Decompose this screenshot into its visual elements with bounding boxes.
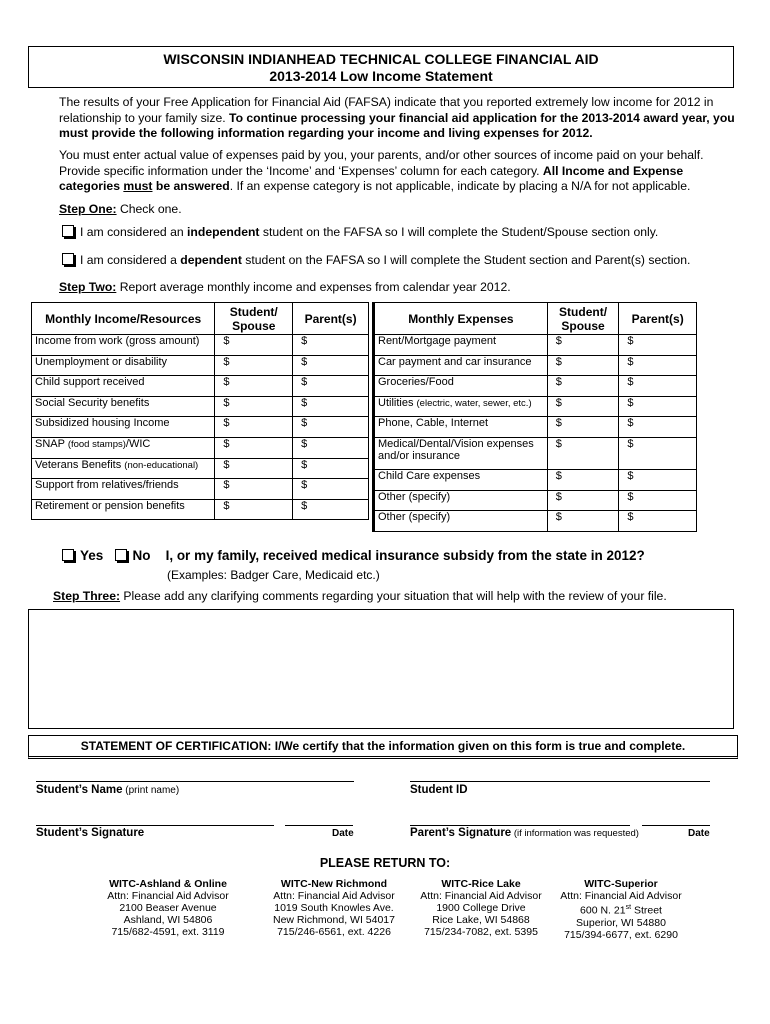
parent-amount-field[interactable]: $ (293, 479, 369, 500)
expense-row (374, 490, 697, 511)
parent-amount-field[interactable]: $ (293, 458, 369, 479)
step-two: Step Two: Report average monthly income and expenses from calendar year 2012. (59, 280, 511, 294)
income-row (32, 376, 369, 397)
income-row-label: Income from work (gross amount) (32, 335, 215, 356)
parent-column-header: Parent(s) (293, 303, 369, 335)
student-name-label: Student’s Name (print name) (36, 784, 180, 796)
office-ashland: WITC-Ashland & Online Attn: Financial Aid Advisor 2100 Beaser Avenue Ashland, WI 54806 715/682-4591, ext. 3119 (107, 878, 229, 938)
form-subtitle: 2013-2014 Low Income Statement (269, 68, 493, 84)
income-row (32, 335, 369, 356)
parent-signature-label: Parent’s Signature (if information was requested) (410, 827, 639, 839)
parent-amount-field[interactable]: $ (293, 396, 369, 417)
student-amount-field[interactable]: $ (215, 437, 293, 458)
parent-amount-field[interactable]: $ (619, 437, 697, 469)
student-amount-field[interactable]: $ (547, 469, 619, 490)
parent-amount-field[interactable]: $ (619, 335, 697, 356)
income-row (32, 396, 369, 417)
student-amount-field[interactable]: $ (215, 376, 293, 397)
independent-option[interactable]: I am considered an independent student on the FAFSA so I will complete the Student/Spouse section only. (62, 225, 658, 239)
parent-date-line[interactable] (642, 825, 710, 826)
expense-row-label: Utilities (electric, water, sewer, etc.) (374, 396, 548, 417)
expense-row (374, 396, 697, 417)
student-amount-field[interactable]: $ (215, 479, 293, 500)
expense-row (374, 335, 697, 356)
return-heading: PLEASE RETURN TO: (319, 856, 451, 870)
student-amount-field[interactable]: $ (547, 396, 619, 417)
expense-row (374, 511, 697, 532)
parent-amount-field[interactable]: $ (619, 376, 697, 397)
parent-amount-field[interactable]: $ (293, 376, 369, 397)
expense-row-label: Phone, Cable, Internet (374, 417, 548, 438)
income-row-label: Social Security benefits (32, 396, 215, 417)
parent-amount-field[interactable]: $ (619, 469, 697, 490)
expense-row-label: Car payment and car insurance (374, 355, 548, 376)
income-row-label: Unemployment or disability (32, 355, 215, 376)
step-one: Step One: Check one. (59, 202, 182, 216)
student-amount-field[interactable]: $ (215, 499, 293, 520)
yes-checkbox[interactable] (62, 549, 74, 561)
student-column-header: Student/ Spouse (547, 303, 619, 335)
insurance-question: Yes No I, or my family, received medical insurance subsidy from the state in 2012? (62, 548, 645, 563)
insurance-examples: (Examples: Badger Care, Medicaid etc.) (167, 568, 380, 582)
income-row (32, 437, 369, 458)
income-row-label: Veterans Benefits (non-educational) (32, 458, 215, 479)
parent-amount-field[interactable]: $ (619, 417, 697, 438)
parent-amount-field[interactable]: $ (293, 437, 369, 458)
income-row-label: Subsidized housing Income (32, 417, 215, 438)
expenses-column-header: Monthly Expenses (374, 303, 548, 335)
student-amount-field[interactable]: $ (547, 490, 619, 511)
income-row (32, 417, 369, 438)
student-amount-field[interactable]: $ (547, 355, 619, 376)
student-amount-field[interactable]: $ (547, 417, 619, 438)
student-id-line[interactable] (410, 781, 710, 782)
parent-amount-field[interactable]: $ (619, 490, 697, 511)
title-box (28, 46, 734, 88)
expense-row-label: Other (specify) (374, 490, 548, 511)
student-date-line[interactable] (285, 825, 353, 826)
no-checkbox[interactable] (115, 549, 127, 561)
student-amount-field[interactable]: $ (215, 458, 293, 479)
office-new-richmond: WITC-New Richmond Attn: Financial Aid Advisor 1019 South Knowles Ave. New Richmond, WI 54017 715/246-6561, ext. 4226 (273, 878, 395, 938)
intro-paragraph-2: You must enter actual value of expenses paid by you, your parents, and/or other sources of income paid on your behalf. Provide specific information under the ‘Income’ and ‘Expenses’ column for each category. All Income and Expense categories must be answered. If an expense category is not applicable, indicate by placing a N/A for not applicable. (59, 148, 704, 193)
parent-amount-field[interactable]: $ (619, 355, 697, 376)
parent-signature-line[interactable] (410, 825, 630, 826)
office-superior: WITC-Superior Attn: Financial Aid Advisor 600 N. 21st Street Superior, WI 54880 715/394-6677, ext. 6290 (560, 878, 682, 941)
student-column-header: Student/ Spouse (215, 303, 293, 335)
expense-row-label: Groceries/Food (374, 376, 548, 397)
income-row (32, 479, 369, 500)
income-row-label: Child support received (32, 376, 215, 397)
income-row-label: Support from relatives/friends (32, 479, 215, 500)
parent-amount-field[interactable]: $ (619, 511, 697, 532)
income-row (32, 355, 369, 376)
income-table (31, 302, 369, 520)
expense-row (374, 437, 697, 469)
student-amount-field[interactable]: $ (215, 417, 293, 438)
parent-date-label: Date (688, 828, 710, 839)
office-rice-lake: WITC-Rice Lake Attn: Financial Aid Advisor 1900 College Drive Rice Lake, WI 54868 715/234-7082, ext. 5395 (420, 878, 542, 938)
student-amount-field[interactable]: $ (547, 437, 619, 469)
intro-paragraph-1: The results of your Free Application for Financial Aid (FAFSA) indicate that you reported extremely low income for 2012 in relationship to your family size. To continue processing your financial aid application for the 2013-2014 award year, you must provide the following information regarding your income and living expenses for 2012. (59, 95, 735, 140)
income-row-label: SNAP (food stamps)/WIC (32, 437, 215, 458)
parent-amount-field[interactable]: $ (293, 499, 369, 520)
student-signature-line[interactable] (36, 825, 274, 826)
student-amount-field[interactable]: $ (215, 396, 293, 417)
expense-row (374, 469, 697, 490)
student-date-label: Date (332, 828, 354, 839)
expense-row (374, 376, 697, 397)
student-amount-field[interactable]: $ (547, 376, 619, 397)
certification-statement: STATEMENT OF CERTIFICATION: I/We certify that the information given on this form is true and complete. (28, 735, 738, 759)
expense-row (374, 355, 697, 376)
student-signature-label: Student’s Signature (36, 827, 145, 839)
parent-amount-field[interactable]: $ (293, 335, 369, 356)
parent-amount-field[interactable]: $ (293, 417, 369, 438)
form-title: WISCONSIN INDIANHEAD TECHNICAL COLLEGE FINANCIAL AID (163, 51, 599, 67)
expense-row-label: Child Care expenses (374, 469, 548, 490)
dependent-option[interactable]: I am considered a dependent student on the FAFSA so I will complete the Student section and Parent(s) section. (62, 253, 690, 267)
student-name-line[interactable] (36, 781, 354, 782)
expense-table (372, 302, 697, 532)
independent-checkbox[interactable] (62, 225, 74, 237)
expense-row-label: Other (specify) (374, 511, 548, 532)
student-id-label: Student ID (410, 784, 468, 796)
parent-column-header: Parent(s) (619, 303, 697, 335)
income-row (32, 458, 369, 479)
dependent-checkbox[interactable] (62, 253, 74, 265)
parent-amount-field[interactable]: $ (619, 396, 697, 417)
student-amount-field[interactable]: $ (547, 335, 619, 356)
expense-row (374, 417, 697, 438)
parent-amount-field[interactable]: $ (293, 355, 369, 376)
income-column-header: Monthly Income/Resources (32, 303, 215, 335)
expense-row-label: Medical/Dental/Vision expenses and/or insurance (374, 437, 548, 469)
income-row-label: Retirement or pension benefits (32, 499, 215, 520)
student-amount-field[interactable]: $ (215, 355, 293, 376)
income-row (32, 499, 369, 520)
step-three: Step Three: Please add any clarifying comments regarding your situation that will help with the review of your file. (53, 589, 667, 603)
comments-box[interactable] (28, 609, 734, 729)
student-amount-field[interactable]: $ (547, 511, 619, 532)
student-amount-field[interactable]: $ (215, 335, 293, 356)
expense-row-label: Rent/Mortgage payment (374, 335, 548, 356)
